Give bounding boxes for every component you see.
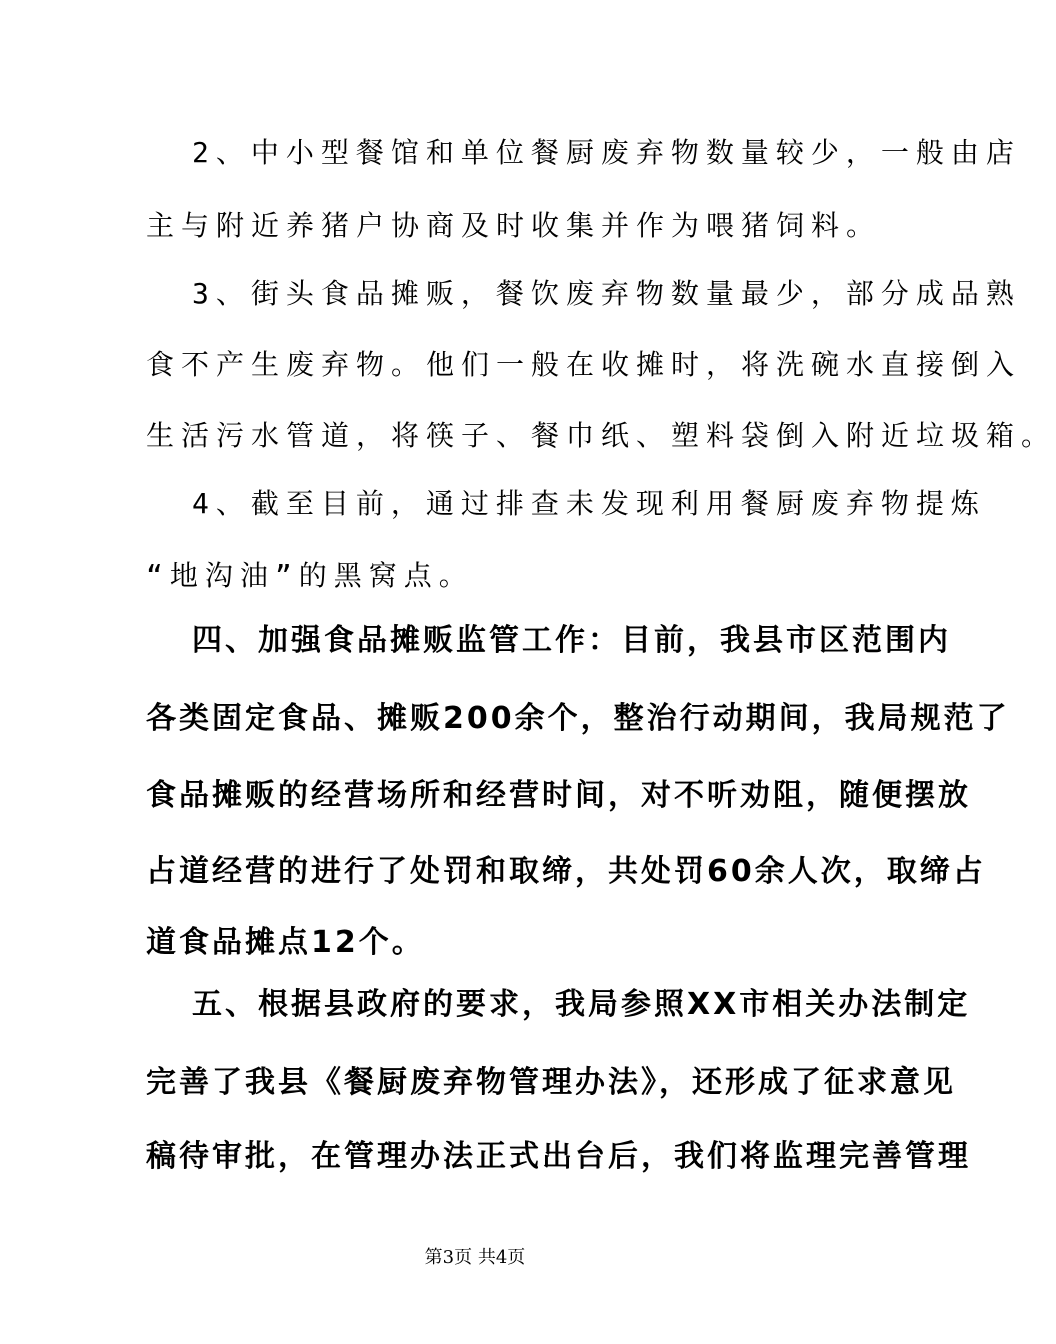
section-5-line-2: 完善了我县《餐厨废弃物管理办法》，还形成了征求意见 bbox=[146, 1065, 956, 1100]
page-footer: 第3页 共4页 bbox=[424, 1247, 526, 1268]
section-5-line-3: 稿待审批，在管理办法正式出台后，我们将监理完善管理 bbox=[146, 1139, 971, 1174]
section-5-line-1: 五、根据县政府的要求，我局参照XX市相关办法制定 bbox=[192, 987, 971, 1022]
paragraph-2-line-1: 2、中小型餐馆和单位餐厨废弃物数量较少，一般由店 bbox=[192, 136, 1021, 169]
section-4-line-2: 各类固定食品、摊贩200余个，整治行动期间，我局规范了 bbox=[146, 701, 1010, 736]
paragraph-4-line-1: 4、截至目前，通过排查未发现利用餐厨废弃物提炼 bbox=[192, 487, 986, 520]
paragraph-2-line-2: 主与附近养猪户协商及时收集并作为喂猪饲料。 bbox=[146, 209, 882, 242]
section-4-line-4: 占道经营的进行了处罚和取缔，共处罚60余人次，取缔占 bbox=[146, 854, 986, 889]
section-4-line-5: 道食品摊点12个。 bbox=[146, 925, 425, 960]
section-4-line-3: 食品摊贩的经营场所和经营时间，对不听劝阻，随便摆放 bbox=[146, 778, 971, 813]
paragraph-3-line-2: 食不产生废弃物。他们一般在收摊时，将洗碗水直接倒入 bbox=[146, 348, 1022, 381]
paragraph-3-line-3: 生活污水管道，将筷子、餐巾纸、塑料袋倒入附近垃圾箱。 bbox=[146, 419, 1056, 452]
paragraph-4-line-2: “地沟油”的黑窝点。 bbox=[146, 559, 474, 592]
paragraph-3-line-1: 3、街头食品摊贩，餐饮废弃物数量最少，部分成品熟 bbox=[192, 277, 1021, 310]
section-4-line-1: 四、加强食品摊贩监管工作：目前，我县市区范围内 bbox=[192, 623, 951, 658]
